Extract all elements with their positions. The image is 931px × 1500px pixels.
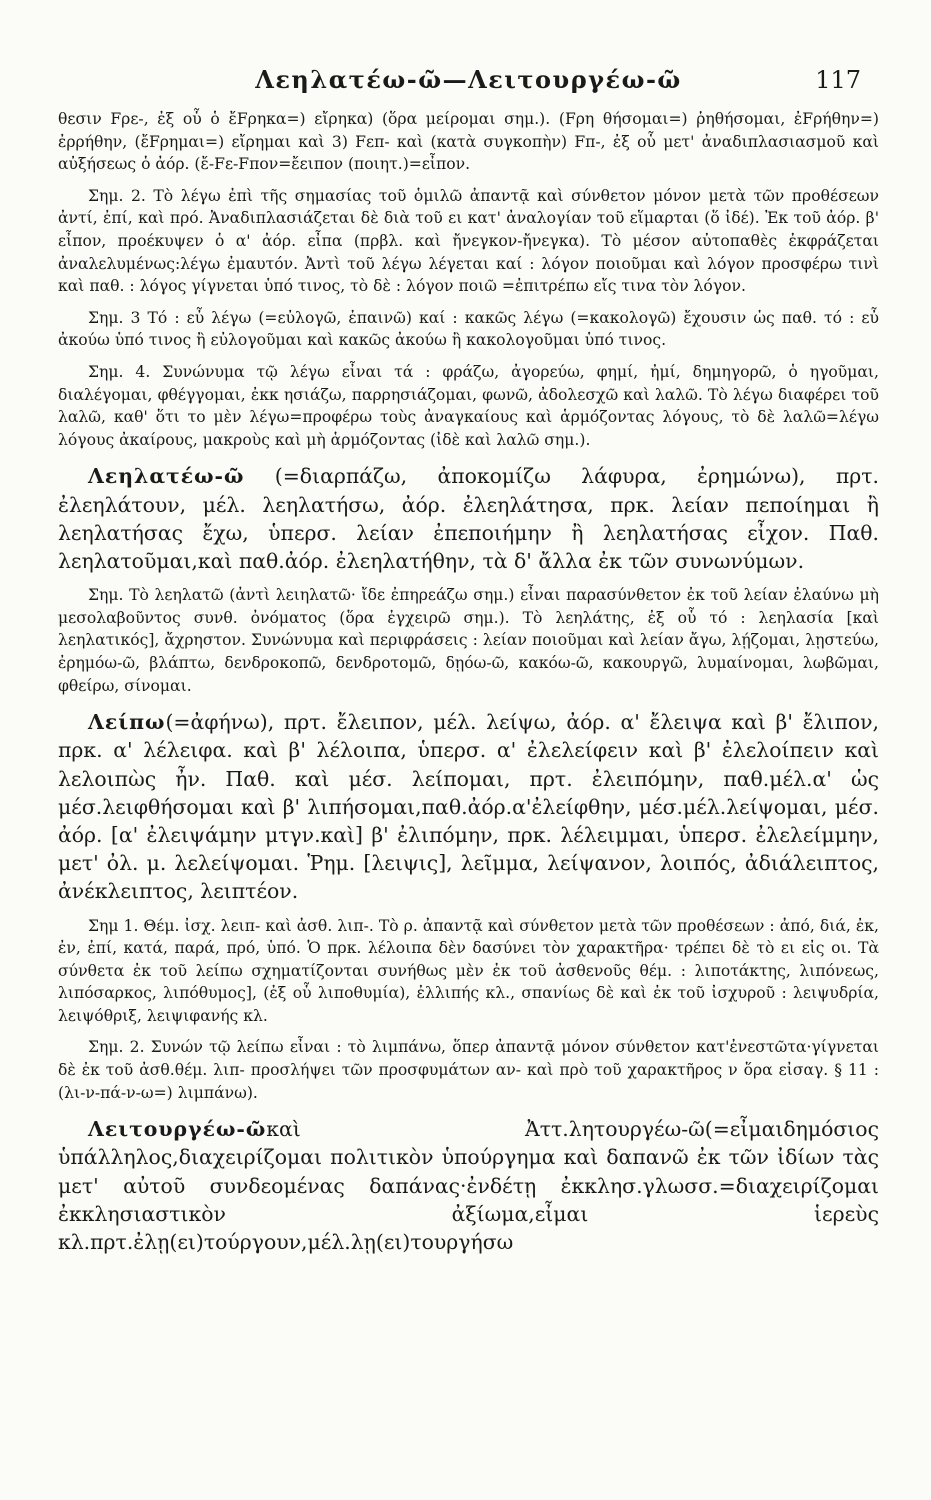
note-block	[58, 361, 879, 451]
running-head: Λεηλατέω-ῶ—Λειτουργέω-ῶ	[255, 65, 682, 94]
note-block	[58, 185, 879, 298]
entry-block	[58, 462, 879, 575]
entry-lemma: Λεηλατέω-ῶ	[88, 464, 245, 489]
note-block	[58, 915, 879, 1028]
note-text: Σημ. 3 Τό : εὖ λέγω (=εὐλογῶ, ἐπαινῶ) καί : κακῶς λέγω (=κακολογῶ) ἔχουσιν ὡς παθ. τό : εὖ ἀκούω ὑπό τινος ἢ εὐλογοῦμαι καὶ κακῶς ἀκούω ἢ κακολογοῦμαι ὑπό τινος.	[58, 308, 879, 350]
note-block	[58, 1036, 879, 1104]
entry-text: καὶ Ἀττ.λητουργέω-ῶ(=εἶμαιδημόσιος ὑπάλληλος,διαχειρίζομαι πολιτικὸν ὑπούργημα καὶ δαπανῶ ἐκ τῶν ἰδίων τὰς μετ' αὐτοῦ συνδεομένας δαπάνας·ἐνδέτῃ ἐκκλησ.γλωσσ.=διαχειρίζομαι ἐκκλησιαστικὸν ἀξίωμα,εἶμαι ἱερεὺς κλ.πρτ.ἐλῃ(ει)τούργουν,μέλ.λῃ(ει)τουργήσω	[58, 1117, 879, 1255]
entry-text: θεσιν Fρε-, ἐξ οὗ ὁ ἔFρηκα=) εἴρηκα) (ὅρα μείρομαι σημ.). (Fρη θήσομαι=) ῥηθήσομαι, ἐFρήθην=) ἐρρήθην, (ἔFρημαι=) εἴρημαι καὶ 3) Fεπ- καὶ (κατὰ συγκοπὴν) Fπ-, ἐξ οὗ μετ' ἀναδιπλασιασμοῦ καὶ αὐξήσεως ὁ ἀόρ. (ἔ-Fε-Fπον=ἔειπον (ποιητ.)=εἶπον.	[58, 110, 879, 174]
entry-text: (=ἀφήνω), πρτ. ἔλειπον, μέλ. λείψω, ἀόρ. α' ἔλειψα καὶ β' ἔλιπον, πρκ. α' λέλειφα. καὶ β' λέλοιπα, ὑπερσ. α' ἐλελείφειν καὶ β' ἐλελοίπειν καὶ λελοιπὼς ἦν. Παθ. καὶ μέσ. λείπομαι, πρτ. ἐλειπόμην, παθ.μέλ.α' ὡς μέσ.λειφθήσομαι καὶ β' λιπήσομαι,παθ.ἀόρ.α'ἐλείφθην, μέσ.μέλ.λείψομαι, μέσ. ἀόρ. [α' ἐλειψάμην μτγν.καὶ] β' ἐλιπόμην, πρκ. λέλειμμαι, ὑπερσ. ἐλελείμμην, μετ' ὀλ. μ. λελείψομαι. Ῥημ. [λειψις], λεῖμμα, λείψανον, λοιπός, ἀδιάλειπτος, ἀνέκλειπτος, λειπτέον.	[58, 710, 879, 904]
note-text: Σημ 1. Θέμ. ἰσχ. λειπ- καὶ ἀσθ. λιπ-. Τὸ ρ. ἀπαντᾷ καὶ σύνθετον μετὰ τῶν προθέσεων : ἀπό, διά, ἐκ, ἐν, ἐπί, κατά, παρά, πρό, ὑπό. Ὁ πρκ. λέλοιπα δὲν δασύνει τὸν χαρακτῆρα· τρέπει δὲ τὸ ει εἰς οι. Τὰ σύνθετα ἐκ τοῦ λείπω σχηματίζονται συνήθως μὲν ἐκ τοῦ ἀσθενοῦς θέμ. : λιποτάκτης, λιπόνεως, λιπόσαρκος, λιπόθυμος], (ἐξ οὗ λιποθυμία), ἐλλιπής κλ., σπανίως δὲ καὶ ἐκ τοῦ ἰσχυροῦ : λειψυδρία, λειψόθριξ, λειψιφανής κλ.	[58, 916, 879, 1025]
page-header	[58, 58, 879, 108]
note-text: Σημ. 4. Συνώνυμα τῷ λέγω εἶναι τά : φράζω, ἀγορεύω, φημί, ἠμί, δημηγορῶ, ὁ ηγοῦμαι, διαλέγομαι, φθέγγομαι, ἐκκ ησιάζω, παρρησιάζομαι, φωνῶ, ἀδολεσχῶ καὶ λαλῶ. Τὸ λέγω διαφέρει τοῦ λαλῶ, καθ' ὅτι το μὲν λέγω=προφέρω τοὺς ἀναγκαίους καὶ ἁρμόζοντας λόγους, τὸ δὲ λαλῶ=λέγω λόγους ἀκαίρους, μακροὺς καὶ μὴ ἁρμόζοντας (ἰδὲ καὶ λαλῶ σημ.).	[58, 362, 879, 449]
note-block	[58, 584, 879, 697]
entry-text: (=διαρπάζω, ἀποκομίζω λάφυρα, ἐρημώνω), πρτ. ἐλεηλάτουν, μέλ. λεηλατήσω, ἀόρ. ἐλεηλάτησα, πρκ. λείαν πεποίημαι ἢ λεηλατήσας ἔχω, ὑπερσ. λείαν ἐπεποιήμην ἢ λεηλατήσας εἶχον. Παθ. λεηλατοῦμαι,καὶ παθ.ἀόρ. ἐλεηλατήθην, τὰ δ' ἄλλα ἐκ τῶν συνωνύμων.	[58, 464, 879, 573]
note-text: Σημ. 2. Συνών τῷ λείπω εἶναι : τὸ λιμπάνω, ὅπερ ἀπαντᾷ μόνον σύνθετον κατ'ἐνεστῶτα·γίγνεται δὲ ἐκ τοῦ ἀσθ.θέμ. λιπ- προσλήψει τῶν προσφυμάτων αν- καὶ πρὸ τοῦ χαρακτῆρος ν ὅρα εἰσαγ. § 11 : (λι-ν-πά-ν-ω=) λιμπάνω).	[58, 1038, 879, 1102]
note-block	[58, 307, 879, 352]
entry-block	[58, 1115, 879, 1256]
note-text: Σημ. Τὸ λεηλατῶ (ἀντὶ λειηλατῶ· ἴδε ἐπηρεάζω σημ.) εἶναι παρασύνθετον ἐκ τοῦ λείαν ἐλαύνω μὴ μεσολαβοῦντος συνθ. ὀνόματος (ὅρα ἐγχειρῶ σημ.). Τὸ λεηλάτης, ἐξ οὗ τό : λεηλασία [καὶ λεηλατικός], ἄχρηστον. Συνώνυμα καὶ περιφράσεις : λείαν ποιοῦμαι καὶ λείαν ἄγω, λῄζομαι, λῃστεύω, ἐρημόω-ῶ, βλάπτω, δενδροκοπῶ, δενδροτομῶ, δῃόω-ῶ, κακόω-ῶ, κακουργῶ, λυμαίνομαι, λωβῶμαι, φθείρω, σίνομαι.	[58, 586, 879, 695]
entry-lemma: Λειτουργέω-ῶ	[88, 1117, 267, 1142]
entry-lemma: Λείπω	[88, 710, 166, 735]
page-number: 117	[815, 66, 861, 94]
entry-block	[58, 708, 879, 905]
entry-continuation	[58, 108, 879, 176]
note-text: Σημ. 2. Τὸ λέγω ἐπὶ τῆς σημασίας τοῦ ὁμιλῶ ἀπαντᾷ καὶ σύνθετον μόνον μετὰ τῶν προθέσεων ἀντί, ἐπί, καὶ πρό. Ἀναδιπλασιάζεται δὲ διὰ τοῦ ει κατ' ἀναλογίαν τοῦ εἵμαρται (ὅ ἰδέ). Ἐκ τοῦ ἀόρ. β' εἶπον, προέκυψεν ὁ α' ἀόρ. εἶπα (πρβλ. καὶ ἤνεγκον-ἤνεγκα). Τὸ μέσον αὐτοπαθὲς ἐκφράζεται ἀναλελυμένως:λέγω ἐμαυτόν. Ἀντὶ τοῦ λέγω λέγεται καί : λόγον ποιοῦμαι καὶ λόγον προσφέρω τινὶ καὶ παθ. : λόγος γίγνεται ὑπό τινος, τὸ δὲ : λόγον ποιῶ =ἐπιτρέπω εἴς τινα τὸν λόγον.	[58, 186, 879, 296]
